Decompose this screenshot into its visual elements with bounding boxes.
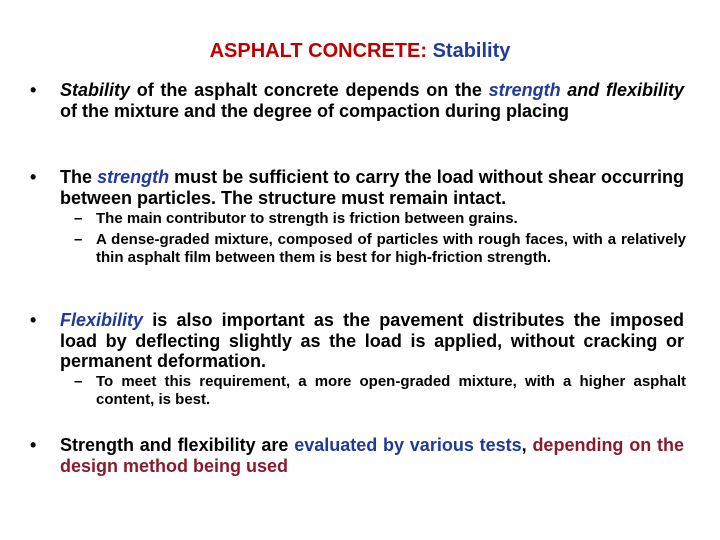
sub-bullet-dash: – (74, 210, 83, 227)
text-run: of the mixture and the degree of compaction during placing (60, 100, 570, 121)
bullet-dot: • (30, 167, 37, 187)
bullet-text (60, 167, 684, 208)
sub-bullet-text: The main contributor to strength is friction between grains. (96, 210, 518, 227)
slide-title (0, 38, 720, 64)
bullet-tests (30, 435, 684, 476)
sub-bullet-text: To meet this requirement, a more open-graded mixture, with a higher asphalt content, is best. (96, 373, 686, 408)
bullet-text (60, 310, 684, 372)
title-sub: Stability (432, 40, 511, 62)
text-run: The (60, 167, 98, 187)
bullet-dot: • (30, 435, 37, 455)
highlight-evaluated: evaluated by various tests (294, 435, 522, 455)
sub-bullet-dense-graded (74, 231, 686, 266)
bullet-text (60, 80, 684, 121)
sub-bullet-friction (74, 210, 686, 228)
bullet-dot: • (30, 310, 37, 330)
text-run: and (560, 80, 606, 100)
term-strength: strength (488, 80, 561, 100)
bullet-stability (30, 80, 684, 121)
sub-bullet-open-graded (74, 373, 686, 408)
bullet-flexibility (30, 310, 684, 372)
text-run: of the asphalt concrete depends on the (130, 80, 489, 100)
text-run: , (521, 435, 533, 455)
sub-bullet-dash: – (74, 231, 83, 248)
title-main: ASPHALT CONCRETE: (209, 40, 428, 62)
bullet-strength (30, 167, 684, 208)
bullet-dot: • (30, 80, 37, 100)
text-run: is also important as the pavement distributes the imposed load by deflecting slightly as the load is applied, without cracking or permanent deformation. (60, 310, 684, 371)
sub-bullet-text: A dense-graded mixture, composed of particles with rough faces, with a relatively thin asphalt film between them is best for high-friction strength. (96, 231, 686, 266)
bullet-text (60, 435, 684, 476)
text-run: Strength and flexibility are (60, 435, 295, 455)
text-run: must be sufficient to carry the load without shear occurring between particles. The structure must remain intact. (60, 167, 684, 208)
sub-bullet-dash: – (74, 373, 83, 390)
highlight-depending: depending on the design method being used (60, 435, 684, 476)
term-strength: strength (97, 167, 170, 187)
term-flexibility: flexibility (605, 80, 684, 100)
term-flexibility: Flexibility (60, 310, 144, 330)
term-stability: Stability (60, 80, 131, 100)
